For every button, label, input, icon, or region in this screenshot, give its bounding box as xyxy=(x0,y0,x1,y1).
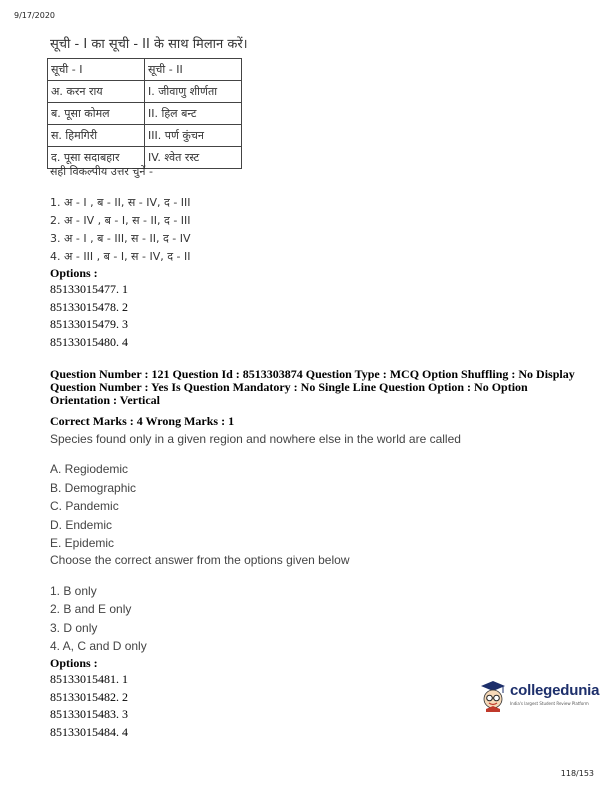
option-id: 85133015480. 4 xyxy=(50,334,128,349)
print-date: 9/17/2020 xyxy=(14,11,56,20)
table-cell: स. हिमगिरी xyxy=(48,125,145,147)
list-item: C. Pandemic xyxy=(50,499,119,513)
question1-options xyxy=(50,281,128,351)
page-number: 118/153 xyxy=(560,769,594,778)
question2-header: Question Number : 121 Question Id : 8513303874 Question Type : MCQ Option Shuffling : No Display Question Number : Yes Is Question Mandatory : No Single Line Question Option : No Option Orientation : Vertical xyxy=(50,367,575,407)
option-id: 85133015483. 3 xyxy=(50,707,128,721)
table-cell: III. पर्ण कुंचन xyxy=(145,125,242,147)
table-cell: I. जीवाणु शीर्णता xyxy=(145,81,242,103)
option-id: 85133015477. 1 xyxy=(50,282,128,296)
list-item: 2. अ - IV , ब - I, स - II, द - III xyxy=(50,214,191,227)
option-id: 85133015484. 4 xyxy=(50,724,128,739)
list-item: 4. A, C and D only xyxy=(50,638,147,653)
question1-instruction: सही विकल्पीय उत्तर चुनें - xyxy=(50,165,153,178)
table-cell: सूची - I xyxy=(48,59,145,81)
question2-options-label: Options : xyxy=(50,656,98,670)
question2-options xyxy=(50,671,128,741)
table-cell: II. हिल बन्ट xyxy=(145,103,242,125)
question2-marks: Correct Marks : 4 Wrong Marks : 1 xyxy=(50,414,235,428)
list-item: D. Endemic xyxy=(50,517,113,532)
table-row xyxy=(48,103,242,125)
table-cell: IV. श्वेत रस्ट xyxy=(145,147,242,169)
match-table xyxy=(47,58,242,169)
list-item: 1. अ - I , ब - II, स - IV, द - III xyxy=(50,196,191,209)
table-cell: द. पूसा सदाबहार xyxy=(48,147,145,169)
logo-tagline: India's largest Student Review Platform xyxy=(510,701,589,706)
table-row xyxy=(48,59,242,81)
match-question-title: सूची - I का सूची - II के साथ मिलान करें। xyxy=(50,37,248,52)
option-id: 85133015478. 2 xyxy=(50,299,128,314)
question1-choices xyxy=(50,194,191,266)
question2-statements xyxy=(50,460,136,553)
table-cell: अ. करन राय xyxy=(48,81,145,103)
table-cell: ब. पूसा कोमल xyxy=(48,103,145,125)
question1-options-label: Options : xyxy=(50,266,98,280)
option-id: 85133015482. 2 xyxy=(50,689,128,704)
question2-instruction: Choose the correct answer from the options given below xyxy=(50,553,350,567)
logo-wordmark: collegedunia xyxy=(510,682,600,699)
list-item: 2. B and E only xyxy=(50,602,132,617)
question2-choices xyxy=(50,582,147,655)
list-item: B. Demographic xyxy=(50,480,137,495)
table-row xyxy=(48,81,242,103)
list-item: 4. अ - III , ब - I, स - IV, द - II xyxy=(50,250,191,263)
list-item: 1. B only xyxy=(50,584,97,598)
option-id: 85133015479. 3 xyxy=(50,317,128,331)
collegedunia-logo xyxy=(480,680,600,714)
question2-text: Species found only in a given region and nowhere else in the world are called xyxy=(50,432,461,446)
graduate-mascot-icon xyxy=(480,680,506,712)
option-id: 85133015481. 1 xyxy=(50,672,128,686)
list-item: 3. अ - I , ब - III, स - II, द - IV xyxy=(50,232,191,245)
table-cell: सूची - II xyxy=(145,59,242,81)
table-row xyxy=(48,125,242,147)
list-item: 3. D only xyxy=(50,620,98,635)
list-item: A. Regiodemic xyxy=(50,462,129,476)
list-item: E. Epidemic xyxy=(50,536,115,550)
